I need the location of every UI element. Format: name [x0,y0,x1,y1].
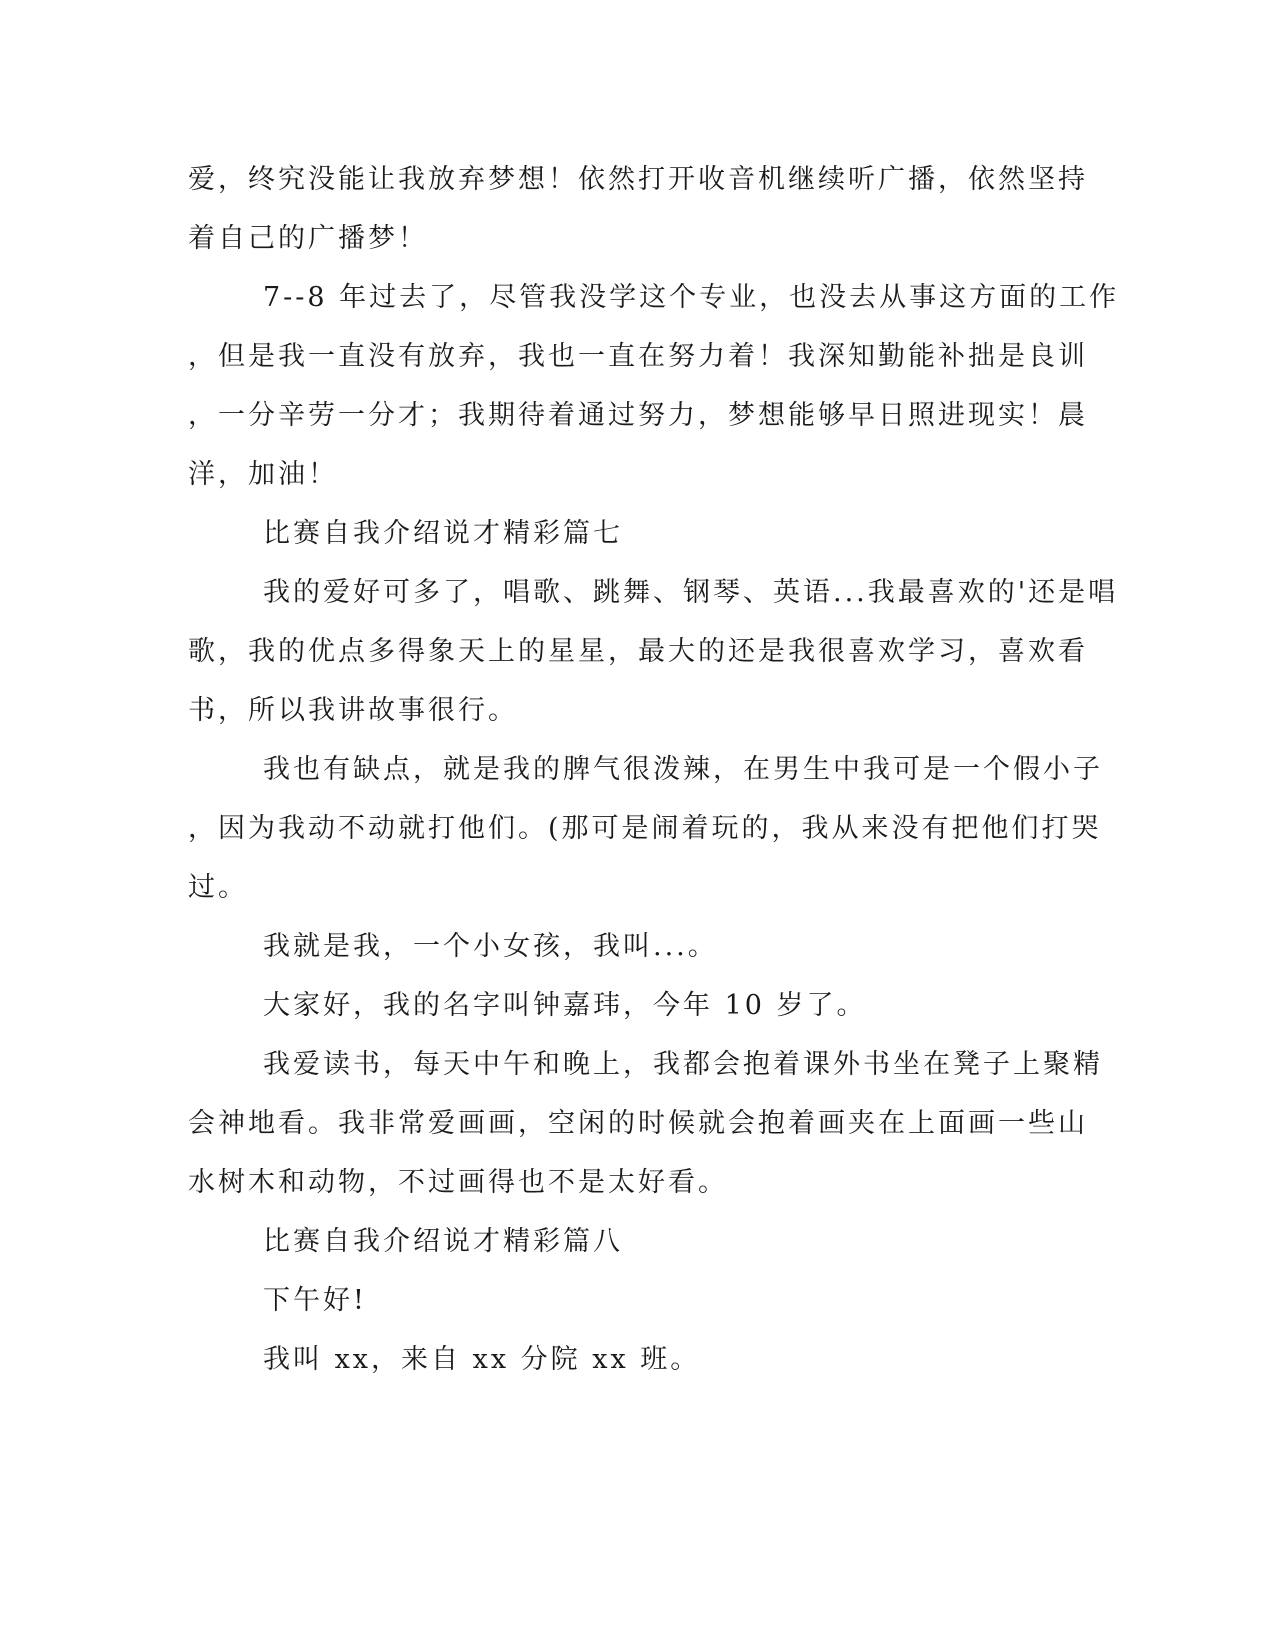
text-line: ，因为我动不动就打他们。(那可是闹着玩的，我从来没有把他们打哭 [188,813,1102,844]
text-line: 歌，我的优点多得象天上的星星，最大的还是我很喜欢学习，喜欢看 [188,636,1088,667]
text-line: 会神地看。我非常爱画画，空闲的时候就会抱着画夹在上面画一些山 [188,1108,1088,1139]
text-line: 爱，终究没能让我放弃梦想！依然打开收音机继续听广播，依然坚持 [188,164,1088,195]
text-line: 我叫 xx，来自 xx 分院 xx 班。 [263,1344,701,1375]
section-heading: 比赛自我介绍说才精彩篇七 [263,518,623,549]
text-line: 水树木和动物，不过画得也不是太好看。 [188,1167,728,1198]
text-line: 洋，加油！ [188,459,338,490]
text-line: 我就是我，一个小女孩，我叫...。 [263,931,718,962]
text-line: 书，所以我讲故事很行。 [188,695,518,726]
section-heading: 比赛自我介绍说才精彩篇八 [263,1226,623,1257]
text-line: 下午好! [263,1285,367,1316]
text-line: 我的爱好可多了，唱歌、跳舞、钢琴、英语...我最喜欢的'还是唱 [263,577,1119,608]
text-line: ，但是我一直没有放弃，我也一直在努力着！我深知勤能补拙是良训 [188,341,1088,372]
text-line: 着自己的广播梦！ [188,223,428,254]
text-line: 过。 [188,872,248,903]
text-line: 大家好，我的名字叫钟嘉玮，今年 10 岁了。 [263,990,867,1021]
text-line: 我也有缺点，就是我的脾气很泼辣，在男生中我可是一个假小子 [263,754,1103,785]
text-line: ，一分辛劳一分才；我期待着通过努力，梦想能够早日照进现实！晨 [188,400,1088,431]
text-line: 7--8 年过去了，尽管我没学这个专业，也没去从事这方面的工作 [263,282,1120,313]
text-line: 我爱读书，每天中午和晚上，我都会抱着课外书坐在凳子上聚精 [263,1049,1103,1080]
